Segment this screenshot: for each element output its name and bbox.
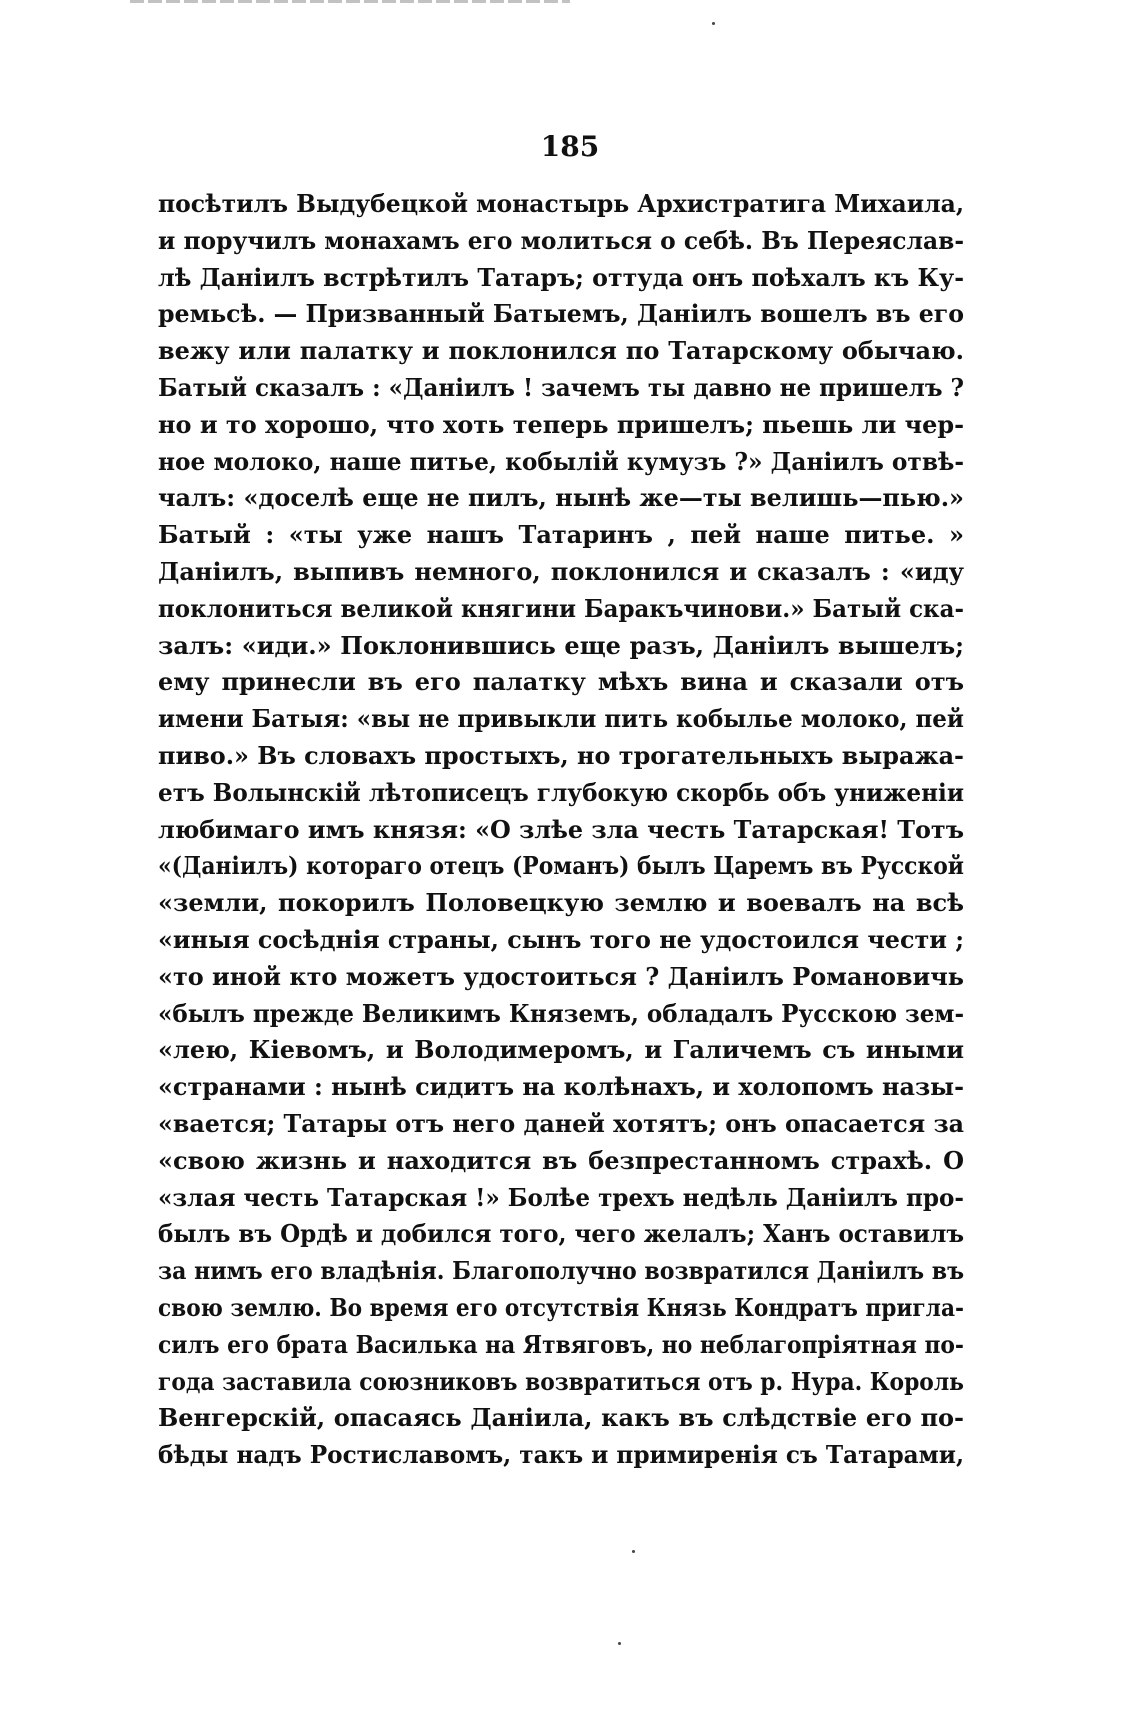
text-line: любимаго имъ князя: «О злѣе зла честь Татарская! Тотъ bbox=[158, 814, 964, 844]
text-line: за нимъ его владѣнія. Благополучно возвратился Даніилъ въ bbox=[158, 1256, 965, 1286]
text-line: имени Батыя: «вы не привыкли пить кобылье молоко, пей bbox=[158, 704, 964, 734]
text-line: силъ его брата Василька на Ятвяговъ, но неблагопріятная по- bbox=[158, 1329, 964, 1359]
text-line: «земли, покорилъ Половецкую землю и воевалъ на всѣ bbox=[158, 888, 964, 918]
text-line: залъ: «иди.» Поклонившись еще разъ, Даніилъ вышелъ; bbox=[158, 630, 964, 660]
text-line: Даніилъ, выпивъ немного, поклонился и сказалъ : «иду bbox=[158, 556, 964, 586]
text-line: Венгерскій, опасаясь Даніила, какъ въ слѣдствіе его по- bbox=[158, 1403, 964, 1433]
text-line: бѣды надъ Ростиславомъ, такъ и примиренія съ Татарами, bbox=[158, 1440, 965, 1470]
text-line: «былъ прежде Великимъ Княземъ, обладалъ Русскою зем- bbox=[158, 998, 965, 1028]
text-line: ремьсѣ. — Призванный Батыемъ, Даніилъ вошелъ въ его bbox=[158, 299, 965, 329]
text-line: но и то хорошо, что хоть теперь пришелъ; пьешь ли чер- bbox=[158, 409, 965, 439]
text-line: пиво.» Въ словахъ простыхъ, но трогательныхъ выража- bbox=[158, 740, 964, 770]
text-line: и поручилъ монахамъ его молиться о себѣ. Въ Переяслав- bbox=[158, 225, 965, 255]
text-line: «то иной кто можетъ удостоиться ? Даніилъ Романовичь bbox=[158, 961, 965, 991]
text-line: вежу или палатку и поклонился по Татарскому обычаю. bbox=[158, 336, 964, 366]
text-line: чалъ: «доселѣ еще не пилъ, нынѣ же—ты велишь—пью.» bbox=[158, 483, 965, 513]
text-line: «лею, Кіевомъ, и Володимеромъ, и Галичемъ съ иными bbox=[158, 1035, 964, 1065]
text-line: «вается; Татары отъ него даней хотятъ; онъ опасается за bbox=[158, 1108, 964, 1138]
text-line: Батый : «ты уже нашъ Татаринъ , пей наше питье. » bbox=[158, 520, 964, 550]
text-line: лѣ Даніилъ встрѣтилъ Татаръ; оттуда онъ поѣхалъ къ Ку- bbox=[158, 262, 965, 292]
text-line: свою землю. Во время его отсутствія Князь Кондратъ пригла- bbox=[158, 1292, 964, 1322]
text-line: етъ Волынскій лѣтописецъ глубокую скорбь объ униженіи bbox=[158, 777, 964, 807]
page-number: 185 bbox=[540, 130, 600, 163]
text-line: былъ въ Ордѣ и добился того, чего желалъ; Ханъ оставилъ bbox=[158, 1219, 965, 1249]
text-line: «иныя сосѣднія страны, сынъ того не удостоился чести ; bbox=[158, 924, 965, 954]
text-line: ное молоко, наше питье, кобылій кумузъ ?» Даніилъ отвѣ- bbox=[158, 446, 965, 476]
top-edge-rule bbox=[130, 0, 570, 3]
text-line: года заставила союзниковъ возвратиться отъ р. Нура. Король bbox=[158, 1366, 964, 1396]
text-line: поклониться великой княгини Баракъчинови.» Батый ска- bbox=[158, 593, 964, 623]
text-line: Батый сказалъ : «Даніилъ ! зачемъ ты давно не пришелъ ? bbox=[158, 372, 964, 402]
text-line: посѣтилъ Выдубецкой монастырь Архистратига Михаила, bbox=[158, 189, 964, 218]
ink-speck bbox=[618, 1642, 621, 1645]
text-line: «(Даніилъ) котораго отецъ (Романъ) былъ Царемъ въ Русской bbox=[158, 851, 965, 881]
text-line: «свою жизнь и находится въ безпрестанномъ страхѣ. О bbox=[158, 1145, 964, 1175]
text-line: ему принесли въ его палатку мѣхъ вина и сказали отъ bbox=[158, 667, 964, 697]
text-line: «злая честь Татарская !» Болѣе трехъ недѣль Даніилъ про- bbox=[158, 1182, 964, 1212]
ink-speck bbox=[712, 22, 715, 25]
text-line: «странами : нынѣ сидитъ на колѣнахъ, и холопомъ назы- bbox=[158, 1072, 965, 1102]
ink-speck bbox=[632, 1550, 635, 1553]
text-body bbox=[158, 186, 964, 1474]
